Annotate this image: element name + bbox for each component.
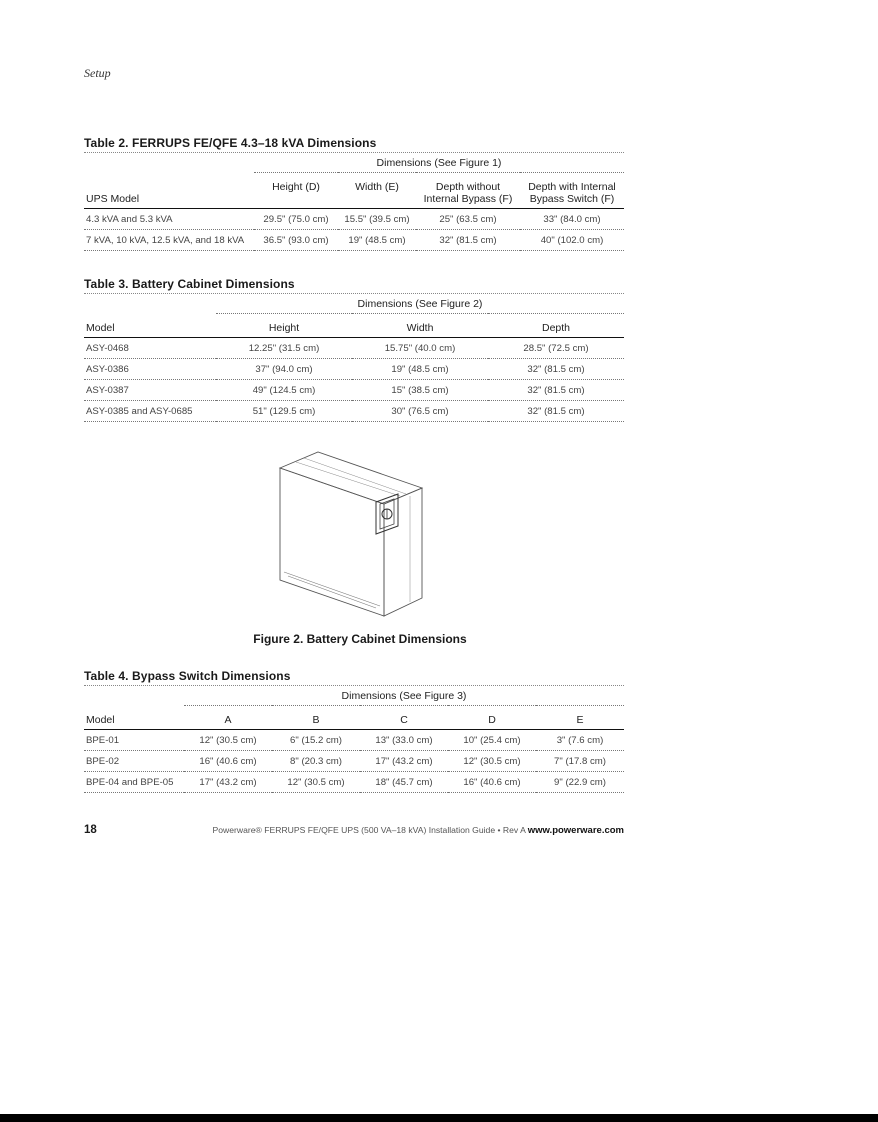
table-cell: 29.5" (75.0 cm): [254, 209, 338, 230]
table4-col-b: B: [272, 706, 360, 730]
battery-cabinet-figure: [264, 446, 504, 626]
battery-cabinet-drawing: [264, 446, 504, 626]
table-cell: 12" (30.5 cm): [272, 772, 360, 793]
table4: [84, 686, 624, 793]
table-cell: 15.75" (40.0 cm): [352, 338, 488, 359]
table3-col-height: Height: [216, 314, 352, 338]
table-row: [84, 772, 624, 793]
table-cell: BPE-02: [84, 751, 184, 772]
table-cell: BPE-01: [84, 730, 184, 751]
table-cell: 49" (124.5 cm): [216, 380, 352, 401]
table-cell: 28.5" (72.5 cm): [488, 338, 624, 359]
table-cell: BPE-04 and BPE-05: [84, 772, 184, 793]
table4-span-header: Dimensions (See Figure 3): [184, 686, 624, 706]
table-cell: 32" (81.5 cm): [416, 230, 520, 251]
table-cell: 12" (30.5 cm): [448, 751, 536, 772]
table3-title: Table 3. Battery Cabinet Dimensions: [84, 277, 624, 294]
table-cell: 40" (102.0 cm): [520, 230, 624, 251]
table-row: [84, 380, 624, 401]
table-cell: 30" (76.5 cm): [352, 401, 488, 422]
table4-col-model: Model: [84, 706, 184, 730]
table-cell: 19" (48.5 cm): [338, 230, 416, 251]
footer-url: www.powerware.com: [527, 825, 624, 836]
table2-col-depth-with: Depth with Internal Bypass Switch (F): [520, 173, 624, 209]
table2-col-width: Width (E): [338, 173, 416, 209]
table-row: [84, 230, 624, 251]
table2-title: Table 2. FERRUPS FE/QFE 4.3–18 kVA Dimensions: [84, 136, 624, 153]
table-cell: 4.3 kVA and 5.3 kVA: [84, 209, 254, 230]
table-row: [84, 209, 624, 230]
table-cell: ASY-0386: [84, 359, 216, 380]
table-cell: 18" (45.7 cm): [360, 772, 448, 793]
table3-col-width: Width: [352, 314, 488, 338]
scan-bottom-bar: [0, 1114, 878, 1122]
table3: [84, 294, 624, 422]
table3-block: [84, 277, 624, 422]
table-cell: 10" (25.4 cm): [448, 730, 536, 751]
table4-block: [84, 669, 624, 793]
table2-block: [84, 136, 624, 251]
table-cell: 7 kVA, 10 kVA, 12.5 kVA, and 18 kVA: [84, 230, 254, 251]
table-cell: 3" (7.6 cm): [536, 730, 624, 751]
table2: [84, 153, 624, 251]
figure2-caption: Figure 2. Battery Cabinet Dimensions: [253, 632, 467, 646]
table2-span-header: Dimensions (See Figure 1): [254, 153, 624, 173]
table-cell: 8" (20.3 cm): [272, 751, 360, 772]
table3-col-model: Model: [84, 314, 216, 338]
table-cell: 36.5" (93.0 cm): [254, 230, 338, 251]
table-row: [84, 338, 624, 359]
table-row: [84, 401, 624, 422]
table4-col-e: E: [536, 706, 624, 730]
page-number: 18: [84, 824, 97, 836]
table-row: [84, 730, 624, 751]
table2-col-model: UPS Model: [84, 173, 254, 209]
table-cell: 33" (84.0 cm): [520, 209, 624, 230]
table4-col-c: C: [360, 706, 448, 730]
table-row: [84, 751, 624, 772]
table-row: [84, 359, 624, 380]
table4-col-d: D: [448, 706, 536, 730]
footer-doc-title: Powerware® FERRUPS FE/QFE UPS (500 VA–18 kVA) Installation Guide • Rev A: [212, 825, 526, 835]
footer-text: [213, 825, 624, 836]
table-cell: 7" (17.8 cm): [536, 751, 624, 772]
table3-col-depth: Depth: [488, 314, 624, 338]
table-cell: 16" (40.6 cm): [448, 772, 536, 793]
table-cell: ASY-0387: [84, 380, 216, 401]
table4-col-a: A: [184, 706, 272, 730]
table-cell: 32" (81.5 cm): [488, 380, 624, 401]
page-footer: [84, 824, 624, 840]
table-cell: 15" (38.5 cm): [352, 380, 488, 401]
table-cell: 17" (43.2 cm): [360, 751, 448, 772]
table-cell: ASY-0385 and ASY-0685: [84, 401, 216, 422]
table2-col-depth-without: Depth without Internal Bypass (F): [416, 173, 520, 209]
table4-title: Table 4. Bypass Switch Dimensions: [84, 669, 624, 686]
running-head: Setup: [84, 66, 111, 80]
table-cell: 19" (48.5 cm): [352, 359, 488, 380]
table-cell: 16" (40.6 cm): [184, 751, 272, 772]
table-cell: 12.25" (31.5 cm): [216, 338, 352, 359]
table-cell: 12" (30.5 cm): [184, 730, 272, 751]
table3-span-header: Dimensions (See Figure 2): [216, 294, 624, 314]
table-cell: ASY-0468: [84, 338, 216, 359]
table-cell: 37" (94.0 cm): [216, 359, 352, 380]
table-cell: 25" (63.5 cm): [416, 209, 520, 230]
table-cell: 6" (15.2 cm): [272, 730, 360, 751]
table-cell: 32" (81.5 cm): [488, 401, 624, 422]
table-cell: 51" (129.5 cm): [216, 401, 352, 422]
table-cell: 17" (43.2 cm): [184, 772, 272, 793]
table2-col-height: Height (D): [254, 173, 338, 209]
table-cell: 32" (81.5 cm): [488, 359, 624, 380]
table-cell: 15.5" (39.5 cm): [338, 209, 416, 230]
table-cell: 13" (33.0 cm): [360, 730, 448, 751]
table-cell: 9" (22.9 cm): [536, 772, 624, 793]
